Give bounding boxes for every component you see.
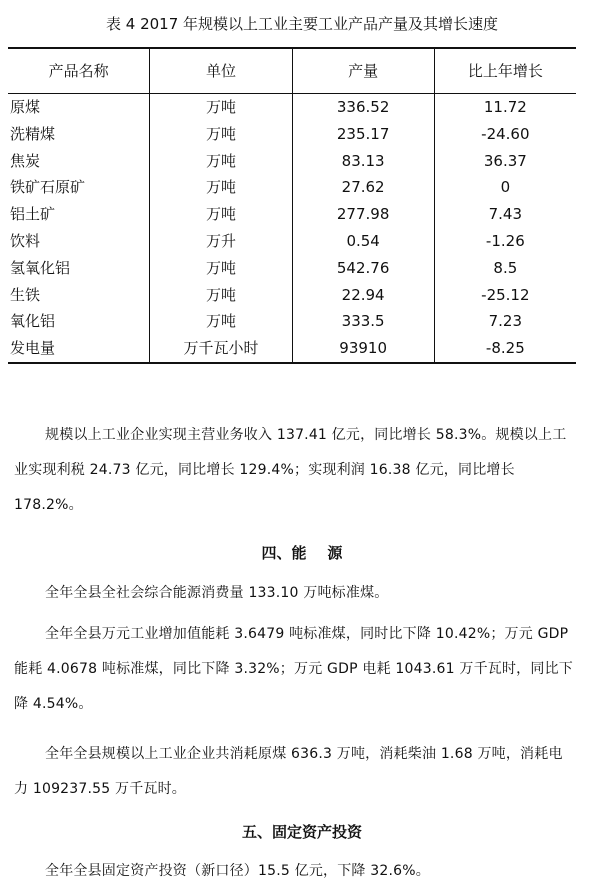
cell-output: 336.52 — [292, 94, 434, 121]
cell-product-name: 原煤 — [10, 98, 41, 116]
cell-unit: 万千瓦小时 — [150, 335, 292, 363]
header-unit: 单位 — [150, 48, 292, 94]
cell-product-name: 饮料 — [10, 231, 41, 250]
cell-growth: 7.43 — [434, 201, 576, 228]
cell-growth: -1.26 — [434, 228, 576, 255]
cell-output: 22.94 — [292, 282, 434, 309]
cell-unit: 万吨 — [150, 148, 292, 175]
table-row — [8, 201, 576, 228]
paragraph-energy-intensity: 全年全县万元工业增加值能耗 3.6479 吨标准煤，同时比下降 10.42%；万元 GDP 能耗 4.0678 吨标准煤，同比下降 3.32%；万元 GDP 电耗 1043.61 万千瓦时，同比下降 4.54%。 — [14, 626, 573, 712]
cell-growth: -25.12 — [434, 282, 576, 309]
header-growth: 比上年增长 — [434, 48, 576, 94]
cell-unit: 万吨 — [150, 121, 292, 148]
header-product-name: 产品名称 — [8, 48, 150, 94]
cell-product-name: 生铁 — [10, 285, 41, 304]
cell-output: 542.76 — [292, 255, 434, 282]
cell-unit: 万吨 — [150, 282, 292, 309]
table-row — [8, 174, 576, 201]
cell-unit: 万吨 — [150, 255, 292, 282]
table-row — [8, 308, 576, 335]
paragraph-energy-consumption: 全年全县规模以上工业企业共消耗原煤 636.3 万吨，消耗柴油 1.68 万吨，消耗电力 109237.55 万千瓦时。 — [14, 746, 563, 797]
table-body — [8, 94, 576, 363]
cell-unit: 万吨 — [150, 308, 292, 335]
cell-unit: 万吨 — [150, 174, 292, 201]
cell-product-name: 发电量 — [8, 335, 150, 363]
table-row — [8, 228, 576, 255]
section-heading-investment: 五、固定资产投资 — [241, 823, 362, 841]
table-row — [8, 148, 576, 175]
table-row — [8, 255, 576, 282]
cell-product-name: 铁矿石原矿 — [10, 178, 86, 197]
cell-growth: 0 — [434, 174, 576, 201]
cell-output: 0.54 — [292, 228, 434, 255]
table-header — [8, 48, 576, 94]
cell-growth: -8.25 — [434, 335, 576, 363]
cell-output: 27.62 — [292, 174, 434, 201]
cell-output: 277.98 — [292, 201, 434, 228]
paragraph-investment: 全年全县固定资产投资（新口径）15.5 亿元，下降 32.6%。 — [45, 863, 430, 879]
table-row — [8, 94, 576, 121]
table-header-row — [8, 48, 576, 94]
table-title: 表 4 2017 年规模以上工业主要工业产品产量及其增长速度 — [105, 15, 499, 33]
cell-unit: 万吨 — [150, 201, 292, 228]
table-row — [8, 335, 576, 363]
production-table — [8, 47, 576, 364]
cell-growth: 11.72 — [434, 94, 576, 121]
cell-growth: 7.23 — [434, 308, 576, 335]
cell-output: 235.17 — [292, 121, 434, 148]
table-row — [8, 282, 576, 309]
paragraph-energy-total: 全年全县全社会综合能源消费量 133.10 万吨标准煤。 — [45, 585, 389, 601]
cell-output: 83.13 — [292, 148, 434, 175]
cell-product-name: 焦炭 — [10, 151, 41, 170]
cell-product-name: 氧化铝 — [10, 312, 56, 331]
cell-unit: 万吨 — [150, 94, 292, 121]
cell-growth: 36.37 — [434, 148, 576, 175]
cell-product-name: 氢氧化铝 — [10, 258, 71, 277]
cell-output: 93910 — [292, 335, 434, 363]
cell-unit: 万升 — [150, 228, 292, 255]
section-heading-energy: 四、能 源 — [261, 544, 343, 562]
cell-product-name: 洗精煤 — [10, 124, 56, 143]
cell-product-name: 铝土矿 — [10, 205, 56, 224]
cell-output: 333.5 — [292, 308, 434, 335]
cell-growth: 8.5 — [434, 255, 576, 282]
table-row — [8, 121, 576, 148]
cell-growth: -24.60 — [434, 121, 576, 148]
header-output: 产量 — [292, 48, 434, 94]
paragraph-revenue: 规模以上工业企业实现主营业务收入 137.41 亿元，同比增长 58.3%。规模以上工业实现利税 24.73 亿元，同比增长 129.4%；实现利润 16.38 亿元，同比增长 178.2%。 — [14, 427, 567, 513]
